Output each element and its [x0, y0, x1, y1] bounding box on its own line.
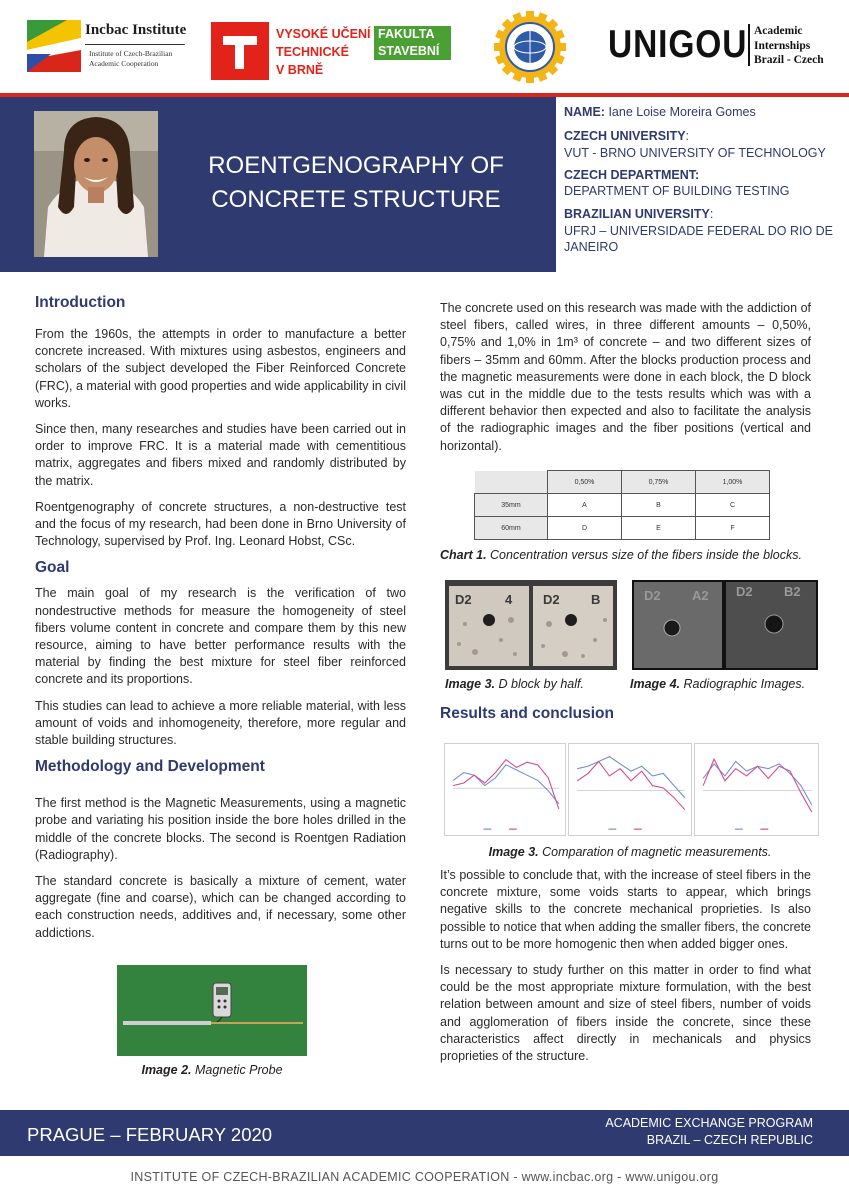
- table-column-header: 1,00%: [696, 471, 770, 494]
- poster-footer: [0, 1110, 849, 1156]
- goal-heading: Goal: [35, 559, 70, 577]
- introduction-heading: Introduction: [35, 294, 126, 311]
- incbac-divider: [85, 44, 185, 45]
- table-row: [475, 494, 770, 517]
- name-label: NAME:: [564, 105, 609, 119]
- materials-paragraph: The concrete used on this research was made with the addiction of steel fibers, called wires, in three different amounts – 0,50%, 0,75% and 1,0% in 1m³ of concrete – and two different sizes of fibers – 35mm and 60mm. After the blocks production process and the magnetic measurements were done in each block, the D block was cut in the middle due to the tests results which was with a different behavior then expected and also to facilitate the analysis of the radiographic images and the fiber positions (vertical and horizontal).: [440, 301, 811, 453]
- magnetic-chart: [694, 743, 819, 836]
- magnetic-charts: [444, 743, 819, 836]
- vut-faculty-line: FAKULTA: [378, 27, 435, 41]
- unigou-tagline-line: Brazil - Czech: [754, 54, 824, 66]
- table-cell: A: [548, 494, 622, 517]
- czech-university-colon: :: [685, 129, 690, 143]
- table-cell: F: [696, 517, 770, 540]
- incbac-flag-icon: [27, 20, 81, 72]
- unigou-logo: [608, 22, 838, 70]
- vut-t-icon: [211, 22, 269, 80]
- image3b-caption: [440, 844, 820, 860]
- incbac-logo: [27, 20, 187, 74]
- goal-paragraph: This studies can lead to achieve a more reliable material, with less amount of voids and inhomogeneity, therefore, more regular and stable building structures.: [35, 698, 406, 748]
- table-row-header: 35mm: [475, 494, 548, 517]
- czech-university-value: VUT - BRNO UNIVERSITY OF TECHNOLOGY: [564, 146, 826, 160]
- image3-caption: [445, 676, 625, 692]
- image2-caption: [117, 1062, 307, 1078]
- concentration-table: [474, 470, 770, 540]
- name-value: Iane Loise Moreira Gomes: [608, 105, 756, 119]
- methodology-paragraph: The first method is the Magnetic Measurements, using a magnetic probe and variating his position inside the bore holes drilled in the middle of the concrete blocks. The second is Roentgen Radiation (Radiography).: [35, 796, 406, 862]
- image3b-caption-text: Comparation of magnetic measurements.: [538, 845, 772, 859]
- brazilian-university-value: UFRJ – UNIVERSIDADE FEDERAL DO RIO DE: [564, 224, 834, 238]
- footer-location-date: PRAGUE – FEBRUARY 2020: [27, 1124, 273, 1145]
- table-row-header: 60mm: [475, 517, 548, 540]
- d-block-image: [445, 580, 617, 670]
- table-cell: B: [622, 494, 696, 517]
- vut-faculty: [374, 26, 451, 60]
- image3-caption-text: D block by half.: [495, 677, 584, 691]
- image4-caption-text: Radiographic Images.: [680, 677, 806, 691]
- incbac-subtitle: [89, 49, 172, 69]
- footer-program-line: BRAZIL – CZECH REPUBLIC: [646, 1133, 813, 1147]
- image2-caption-label: Image 2.: [141, 1063, 192, 1077]
- magnetic-probe-image: [117, 965, 307, 1056]
- brazilian-university-value: JANEIRO: [564, 240, 619, 254]
- chart-series-line-2: [453, 760, 559, 809]
- table-corner: [475, 471, 548, 494]
- brazilian-university-label: BRAZILIAN UNIVERSITY: [564, 207, 710, 221]
- footer-program-line: ACADEMIC EXCHANGE PROGRAM: [605, 1116, 813, 1130]
- info-name: [564, 103, 849, 121]
- poster-title-line: ROENTGENOGRAPHY OF: [208, 152, 504, 179]
- incbac-subtitle-line: Institute of Czech-Brazilian: [89, 49, 173, 58]
- left-column: [35, 290, 406, 942]
- vut-name: [276, 25, 370, 79]
- vut-name-line: TECHNICKÉ: [276, 45, 349, 59]
- brazilian-university-colon: :: [709, 207, 714, 221]
- table-cell: C: [696, 494, 770, 517]
- table-row: [475, 517, 770, 540]
- footer-institute-line: INSTITUTE OF CZECH-BRAZILIAN ACADEMIC COOPERATION - www.incbac.org - www.unigou.org: [130, 1170, 719, 1184]
- czech-department-value: DEPARTMENT OF BUILDING TESTING: [564, 184, 790, 198]
- goal-paragraph: The main goal of my research is the verification of two nondestructive methods for measure the homogeneity of steel fibers volume content in concrete and compare them by this new resource, aiming to have better performance results with the material by finding the best mixture for steel fiber reinforced concrete and its proportions.: [35, 586, 406, 687]
- image3-caption-label: Image 3.: [445, 677, 496, 691]
- image4-caption: [630, 676, 820, 692]
- vut-logo: [211, 22, 451, 80]
- unigou-wordmark: UNIGOU: [608, 23, 748, 66]
- radiographic-image: [632, 580, 818, 670]
- methodology-paragraph: The standard concrete is basically a mixture of cement, water aggregate (fine and coarse), which can be changed according to each construction needs, additives and, if necessary, some other addictions.: [35, 874, 406, 940]
- radiograph-label: D2: [644, 588, 661, 603]
- table-column-header: 0,50%: [548, 471, 622, 494]
- unigou-divider: [748, 24, 750, 66]
- table-header-row: [475, 471, 770, 494]
- image4-caption-label: Image 4.: [630, 677, 681, 691]
- unigou-tagline-line: Academic: [754, 25, 803, 37]
- right-column: [440, 300, 811, 455]
- block-label: B: [591, 592, 601, 607]
- poster-title-line: CONCRETE STRUCTURE: [211, 186, 501, 213]
- block-label: 4: [505, 592, 513, 607]
- magnetic-chart: [444, 743, 566, 836]
- block-label: D2: [455, 592, 472, 607]
- image2-caption-text: Magnetic Probe: [191, 1063, 283, 1077]
- polytechnic-seal-icon: [492, 9, 568, 85]
- logo-strip: [0, 0, 849, 92]
- czech-university-label: CZECH UNIVERSITY: [564, 129, 686, 143]
- vut-name-line: V BRNĚ: [276, 63, 324, 77]
- czech-department-label: CZECH DEPARTMENT:: [564, 168, 700, 182]
- methodology-heading: Methodology and Development: [35, 758, 265, 776]
- table-column-header: 0,75%: [622, 471, 696, 494]
- chart-series-line-2: [577, 761, 685, 809]
- chart1-caption: [440, 547, 820, 563]
- conclusion-paragraph: Is necessary to study further on this matter in order to find what could be the most appropriate mixture formulation, with the best relation between amount and size of steel fibers, number of voids and agglomeration of fibers inside the concrete, since these characteristics affect directly in mechanicals and physics proprieties of the structure.: [440, 963, 811, 1064]
- table-cell: D: [548, 517, 622, 540]
- info-czech-department: [564, 167, 849, 199]
- radiograph-label: A2: [692, 588, 709, 603]
- footer-program: [605, 1115, 813, 1149]
- radiograph-label: D2: [736, 584, 753, 599]
- author-photo: [34, 111, 158, 257]
- poster-title: [160, 149, 552, 217]
- vut-faculty-line: STAVEBNÍ: [378, 44, 440, 58]
- unigou-tagline-line: Internships: [754, 39, 811, 52]
- info-czech-university: [564, 127, 849, 161]
- conclusion-block: [440, 867, 811, 1065]
- introduction-paragraph: Roentgenography of concrete structures, a non-destructive test and the focus of my research, had been done in Brno University of Technology, supervised by Prof. Ing. Leonard Hobst, CSc.: [35, 499, 406, 549]
- incbac-name: Incbac Institute: [85, 22, 187, 38]
- image3b-caption-label: Image 3.: [488, 845, 539, 859]
- student-info-panel: [556, 97, 849, 272]
- table-cell: E: [622, 517, 696, 540]
- radiograph-label: B2: [784, 584, 801, 599]
- vut-name-line: VYSOKÉ UČENÍ: [276, 27, 371, 41]
- chart-series-line-1: [703, 761, 812, 804]
- incbac-subtitle-line: Academic Cooperation: [89, 59, 159, 68]
- poster-header: [0, 97, 556, 272]
- chart-series-line-2: [703, 759, 812, 812]
- unigou-tagline: [754, 24, 824, 68]
- chart1-caption-label: Chart 1.: [440, 548, 487, 562]
- chart1-caption-text: Concentration versus size of the fibers inside the blocks.: [486, 548, 802, 562]
- chart-series-line-1: [577, 757, 685, 798]
- magnetic-chart: [568, 743, 692, 836]
- conclusion-paragraph: It’s possible to conclude that, with the increase of steel fibers in the concrete mixture, some voids starts to appear, which brings negative skills to the concrete mechanical proprieties. Is also possible to notice that when adding the smaller fibers, the concrete turns out to be more homogenic then when added bigger ones.: [440, 868, 811, 951]
- introduction-paragraph: Since then, many researches and studies have been carried out in order to improve FRC. It is a material made with cementitious matrix, aggregates and fibers mixed and randomly distributed by the matrix.: [35, 422, 406, 488]
- block-label: D2: [543, 592, 560, 607]
- results-heading: Results and conclusion: [440, 705, 614, 722]
- info-brazilian-university: [564, 205, 849, 255]
- introduction-paragraph: From the 1960s, the attempts in order to manufacture a better concrete increased. With mixtures using asbestos, engineers and scholars of the subject developed the Fiber Reinforced Concrete (FRC), a material with good properties and wide applicability in civil works.: [35, 327, 406, 410]
